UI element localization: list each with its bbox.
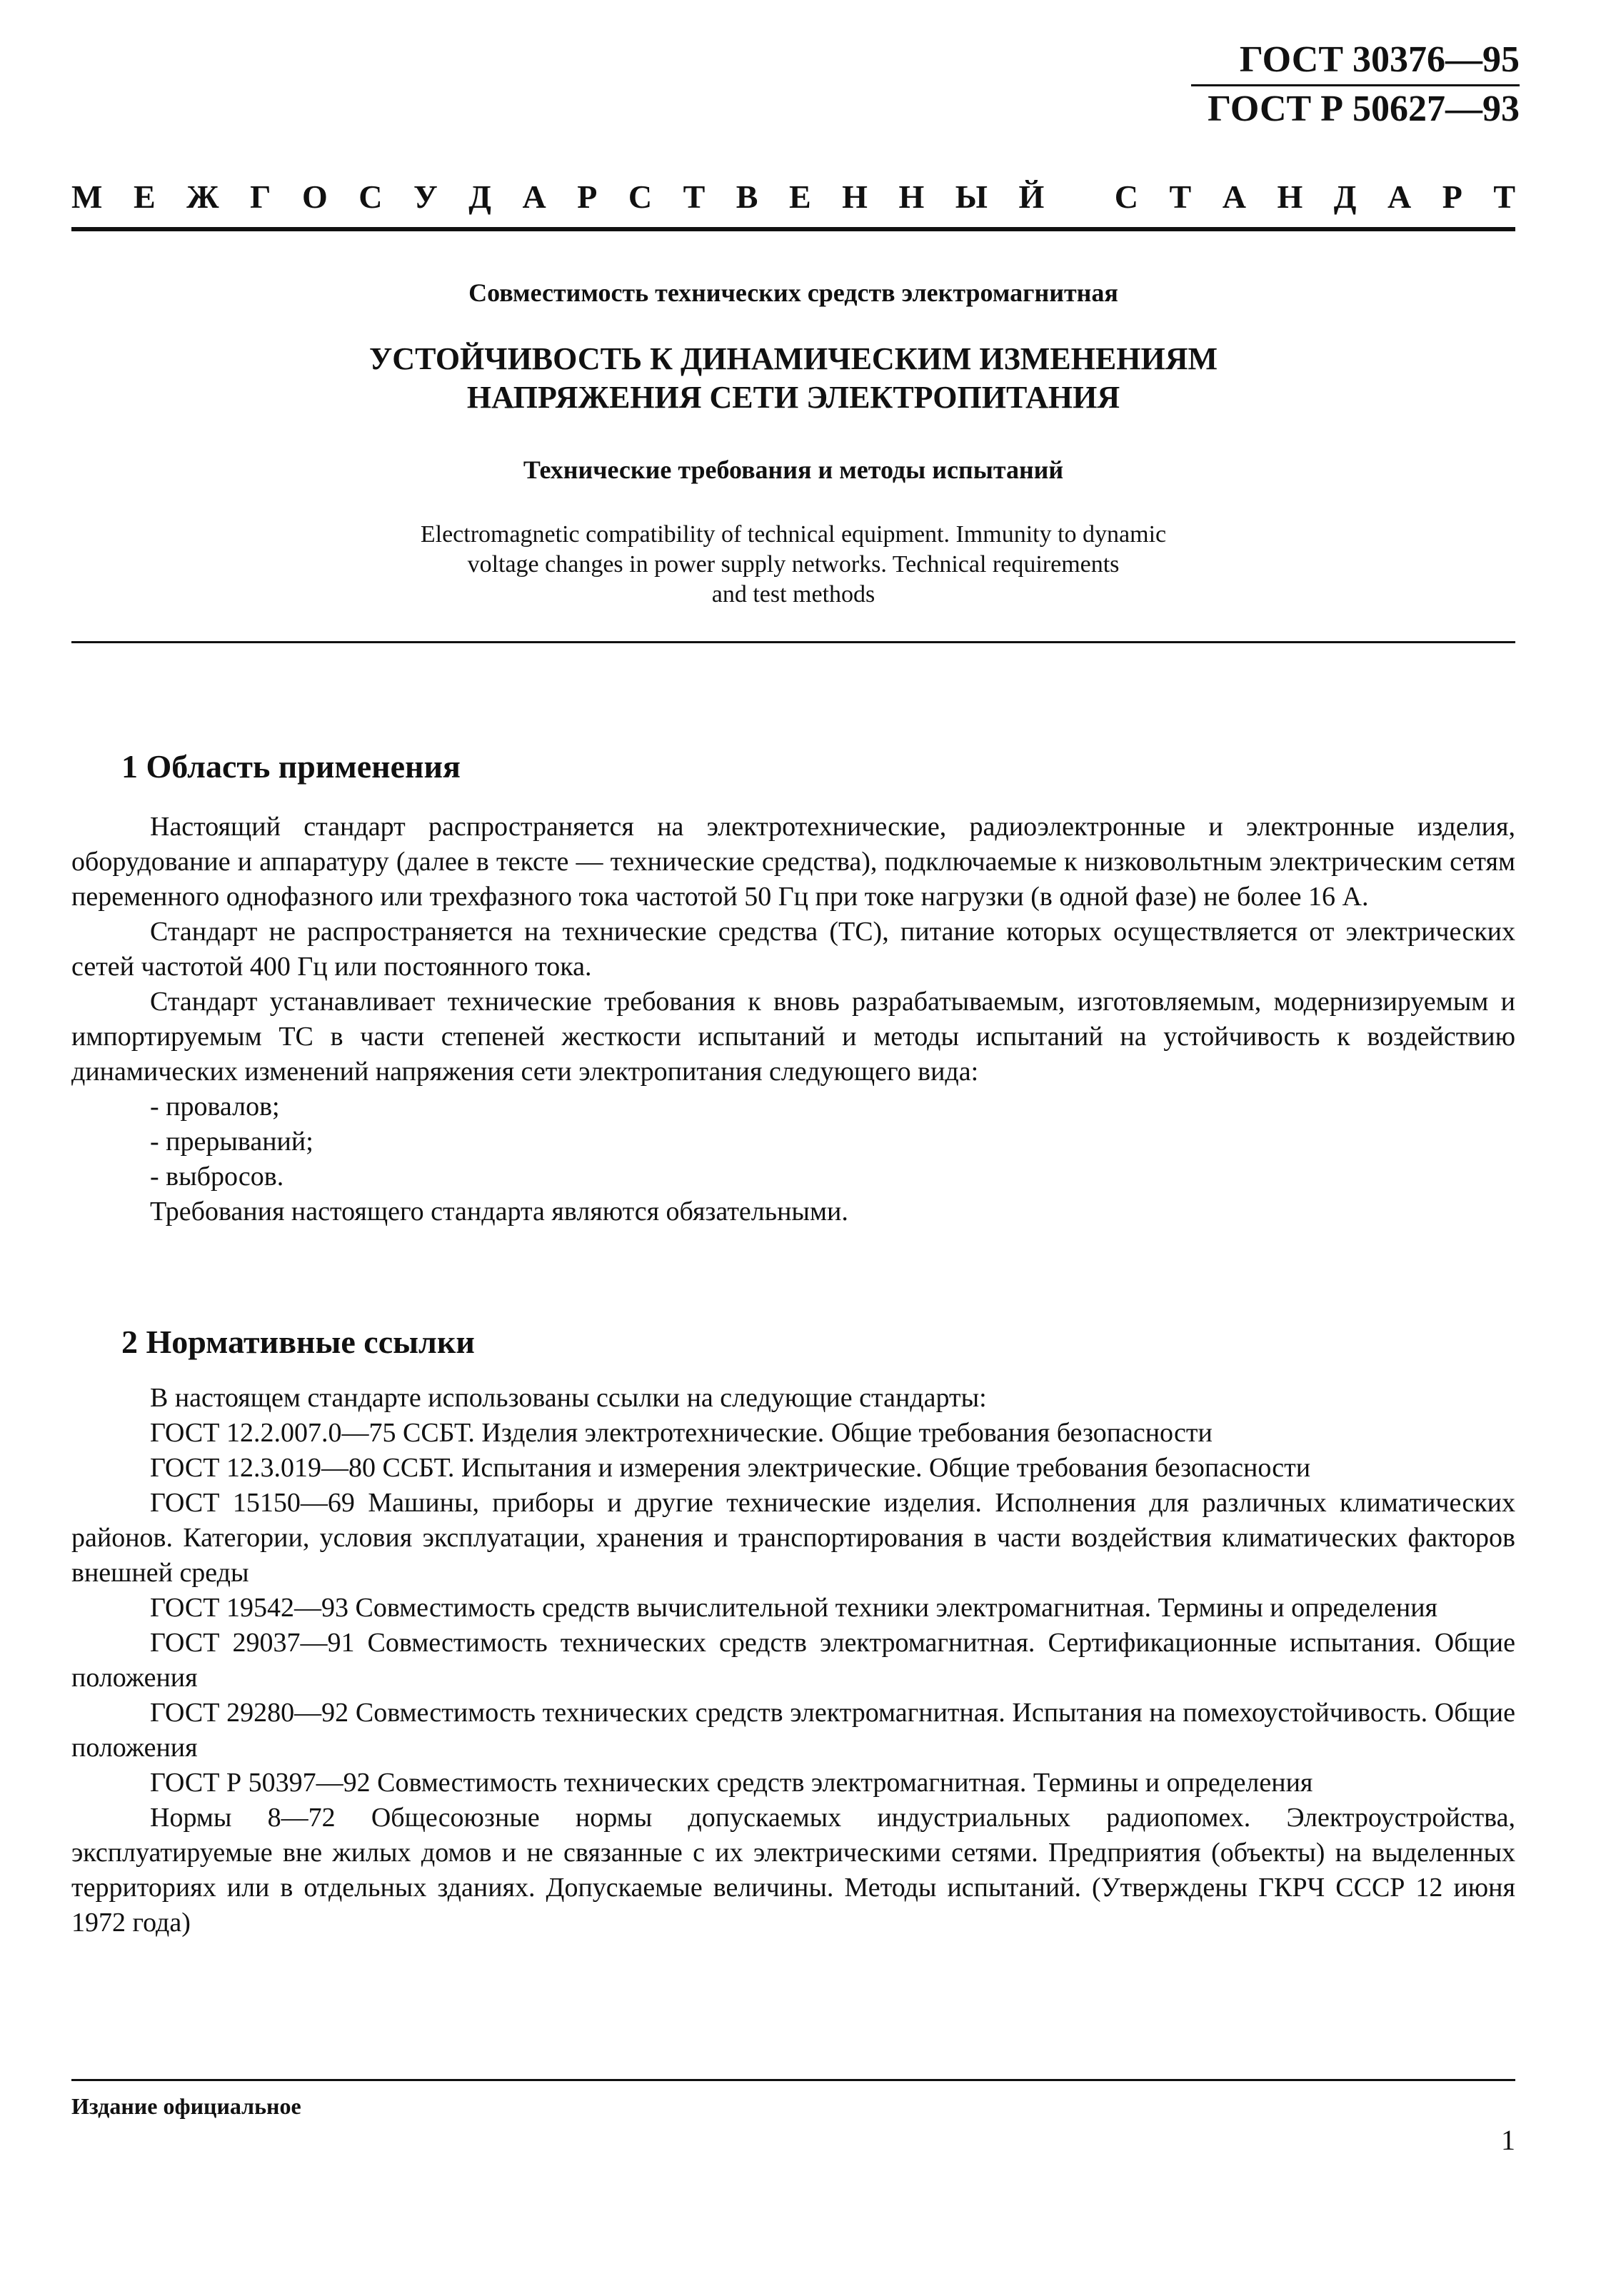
section-2-body (71, 1381, 1515, 1940)
banner-letter: Г (250, 178, 271, 215)
banner-letter: Ж (186, 178, 219, 215)
banner-letter (1075, 177, 1084, 217)
reference-norms-8-72: Нормы 8—72 Общесоюзные нормы допускаемых индустриальных радиопомех. Электроустройства, эксплуатируемые вне жилых домов и не связанные с их электрическими сетями. Предприятия (объекты) на выделенных территориях или в отдельных зданиях. Допускаемые величины. Методы испытаний. (Утверждены ГКРЧ СССР 12 июня 1972 года) (71, 1803, 1515, 1938)
banner-letter: С (628, 178, 653, 215)
official-edition-label: Издание официальное (71, 2093, 301, 2119)
english-title-line-3: and test methods (711, 581, 875, 608)
banner-letter: О (301, 178, 328, 215)
section-2-heading: 2 Нормативные ссылки (121, 1324, 475, 1360)
banner-letter: А (522, 178, 546, 215)
reference-gost-19542: ГОСТ 19542—93 Совместимость средств вычислительной техники электромагнитная. Термины и определения (150, 1593, 1438, 1623)
header-rule (71, 227, 1515, 231)
section-1-body (71, 810, 1515, 1229)
reference-gost-29037: ГОСТ 29037—91 Совместимость технических средств электромагнитная. Сертификационные испытания. Общие положения (71, 1628, 1515, 1693)
page-number: 1 (1501, 2124, 1515, 2156)
banner-letter: А (1222, 178, 1246, 215)
banner-letter: Д (1333, 178, 1357, 215)
reference-gost-15150: ГОСТ 15150—69 Машины, приборы и другие технические изделия. Исполнения для различных климатических районов. Категории, условия эксплуатации, хранения и транспортирования в части воздействия климатических факторов внешней среды (71, 1488, 1515, 1588)
reference-gost-12-2-007: ГОСТ 12.2.007.0—75 ССБТ. Изделия электротехнические. Общие требования безопасности (150, 1418, 1213, 1448)
reference-gost-12-3-019: ГОСТ 12.3.019—80 ССБТ. Испытания и измерения электрические. Общие требования безопасности (150, 1453, 1311, 1483)
section-1-paragraph-4: Требования настоящего стандарта являются обязательными. (150, 1197, 848, 1227)
banner-letter: Р (577, 178, 598, 215)
document-title-line-1: УСТОЙЧИВОСТЬ К ДИНАМИЧЕСКИМ ИЗМЕНЕНИЯМ (369, 341, 1218, 376)
section-1-paragraph-3: Стандарт устанавливает технические требования к вновь разрабатываемым, изготовляемым, модернизируемым и импортируемым ТС в части степеней жесткости испытаний и методы испытаний на устойчивость к воздействию динамических изменений напряжения сети электропитания следующего вида: (71, 987, 1515, 1087)
reference-gost-29280: ГОСТ 29280—92 Совместимость технических средств электромагнитная. Испытания на помехоустойчивость. Общие положения (71, 1698, 1515, 1763)
section-1-heading: 1 Область применения (121, 748, 461, 785)
document-title (71, 340, 1515, 417)
list-item-surges: - выбросов. (150, 1162, 284, 1192)
banner-letter: Т (1493, 178, 1515, 215)
section-1-paragraph-1: Настоящий стандарт распространяется на электротехнические, радиоэлектронные и электронные изделия, оборудование и аппаратуру (далее в тексте — технические средства), подключаемые к низковольтным электрическим сетям переменного однофазного или трехфазного тока частотой 50 Гц при токе нагрузки (в одной фазе) не более 16 А. (71, 812, 1515, 912)
banner-letter: Т (683, 178, 706, 215)
banner-letter: С (358, 178, 383, 215)
banner-letter: У (413, 178, 438, 215)
banner-letter: М (71, 178, 103, 215)
banner-letter: А (1387, 178, 1412, 215)
document-title-line-2: НАПРЯЖЕНИЯ СЕТИ ЭЛЕКТРОПИТАНИЯ (466, 380, 1120, 415)
banner-letter: Т (1169, 178, 1192, 215)
banner-letter: Е (133, 178, 156, 215)
banner-letter: Д (468, 178, 491, 215)
banner-letter: Н (1277, 178, 1303, 215)
banner-letter: В (736, 178, 758, 215)
interstate-standard-banner (71, 177, 1515, 217)
document-subtitle: Технические требования и методы испытаний (523, 455, 1064, 484)
banner-letter: Р (1442, 178, 1462, 215)
banner-letter: Й (1018, 178, 1045, 215)
section-1-paragraph-2: Стандарт не распространяется на технические средства (ТС), питание которых осуществляется от электрических сетей частотой 400 Гц или постоянного тока. (71, 917, 1515, 982)
banner-letter: Н (898, 178, 925, 215)
standard-codes (1191, 37, 1520, 132)
list-item-interruptions: - прерываний; (150, 1127, 313, 1157)
english-title (286, 520, 1301, 610)
banner-letter: Н (842, 178, 868, 215)
footer-rule (71, 2079, 1515, 2081)
english-title-line-1: Electromagnetic compatibility of technical equipment. Immunity to dynamic (420, 521, 1167, 548)
banner-letter: Е (788, 178, 811, 215)
title-rule (71, 641, 1515, 643)
section-2-intro: В настоящем стандарте использованы ссылки на следующие стандарты: (150, 1383, 987, 1413)
list-item-dips: - провалов; (150, 1092, 280, 1122)
standard-code-gost-r: ГОСТ Р 50627—93 (1208, 89, 1520, 129)
compatibility-caption: Совместимость технических средств электромагнитная (468, 278, 1118, 307)
reference-gost-r-50397: ГОСТ Р 50397—92 Совместимость технических средств электромагнитная. Термины и определения (150, 1768, 1313, 1798)
english-title-line-2: voltage changes in power supply networks. Technical requirements (467, 551, 1120, 578)
standard-code-gost: ГОСТ 30376—95 (1191, 37, 1520, 86)
banner-letter: Ы (955, 178, 988, 215)
banner-letter: С (1114, 178, 1138, 215)
